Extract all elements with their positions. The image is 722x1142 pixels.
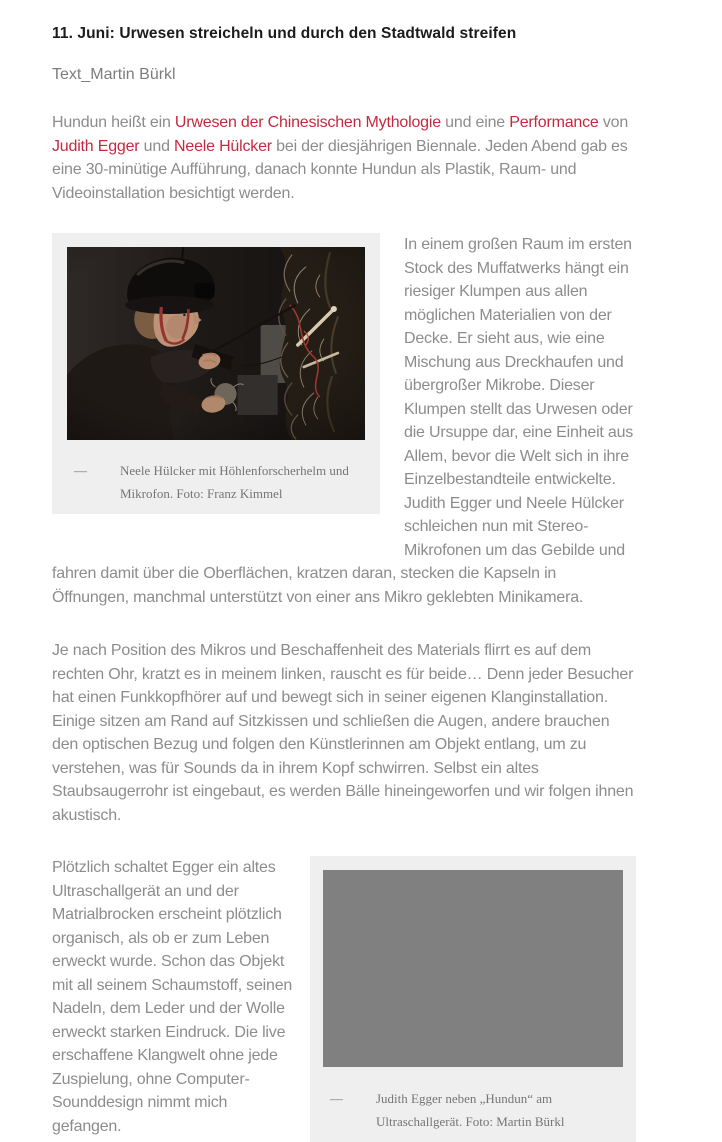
caption-text: Judith Egger neben „Hundun“ am Ultraschallgerät. Foto: Martin Bürkl (376, 1091, 565, 1129)
link-performance[interactable]: Performance (509, 114, 599, 131)
caption-text: Neele Hülcker mit Höhlenforscherhelm und Mikrofon. Foto: Franz Kimmel (120, 463, 349, 501)
article-page (52, 0, 636, 1142)
paragraph-klumpen: In einem großen Raum im ersten Stock des Muffatwerks hängt ein riesiger Klumpen aus allen möglichen Materialien von der Decke. Er sieht aus, wie eine Mischung aus Dreckhaufen und übergroßer Mikrobe. Dieser Klumpen stellt das Urwesen oder die Ursuppe dar, eine Einheit aus Allem, bevor die Welt sich in ihre Einzelbestandteile entwickelte. Judith Egger und Neele Hülcker schleichen nun mit Stereo-Mikrofonen um das Gebilde und fahren damit über die Oberflächen, kratzen daran, stecken die Kapseln in Öffnungen, manchmal unterstützt von einer ans Mikro geklebten Minikamera. (52, 236, 634, 606)
section-ultraschall (52, 856, 636, 1142)
figure-judith-egger (310, 856, 636, 1142)
article-title: 11. Juni: Urwesen streicheln und durch den Stadtwald streifen (52, 25, 517, 42)
link-neele-huelcker[interactable]: Neele Hülcker (174, 137, 272, 155)
intro-paragraph (52, 111, 636, 205)
caption-dash: — (330, 1091, 343, 1106)
paragraph-klanginstallation: Je nach Position des Mikros und Beschaffenheit des Materials flirrt es auf dem rechten Ohr, kratzt es in meinem linken, rauscht es für beide… Denn jeder Besucher hat einen Funkkopfhörer auf und bewegt sich in seiner eigenen Klanginstallation. Einige sitzen am Rand auf Sitzkissen und schließen die Augen, andere brauchen den optischen Bezug und folgen den Künstlerinnen am Objekt entlang, um zu verstehen, was für Sounds da in ihrem Kopf schwirren. Selbst ein altes Staubsaugerrohr ist eingebaut, es werden Bälle hineingeworfen und wir folgen ihnen akustisch. (52, 642, 634, 824)
photo-illustration (67, 247, 365, 440)
caption-dash: — (74, 463, 87, 478)
link-judith-egger[interactable]: Judith Egger (52, 137, 140, 155)
link-urwesen-chinesische-mythologie[interactable]: Urwesen der Chinesischen Mythologie (174, 114, 441, 131)
paragraph-ultraschallgeraet: Plötzlich schaltet Egger ein altes Ultraschallgerät an und der Matrialbrocken erscheint plötzlich organisch, als ob er zum Leben erweckt wurde. Schon das Objekt mit all seinem Schaumstoff, seinen Nadeln, dem Leder und der Wolle erweckt starken Eindruck. Die live erschaffene Klangwelt ohne jede Zuspielung, ohne Computer-Sounddesign nimmt mich gefangen. (52, 859, 293, 1135)
photo-neele-huelcker (67, 247, 365, 440)
section-hundun-installation (52, 233, 636, 609)
intro-text: bei der diesjährigen Biennale. Jeden Abend gab es eine 30-minütige Aufführung, danach konnte Hundun als Plastik, Raum- und Videoinstallation besichtigt werden. (52, 137, 628, 202)
article-byline: Text_Martin Bürkl (52, 66, 176, 83)
intro-text: Hundun heißt ein (52, 114, 175, 131)
figure-caption-judith (323, 1087, 623, 1133)
intro-text: und eine (440, 114, 510, 131)
photo-judith-egger-placeholder (323, 870, 623, 1067)
figure-neele-huelcker (52, 233, 380, 514)
intro-text: und (139, 137, 175, 155)
intro-text: von (598, 114, 629, 131)
figure-caption-neele (67, 459, 365, 505)
